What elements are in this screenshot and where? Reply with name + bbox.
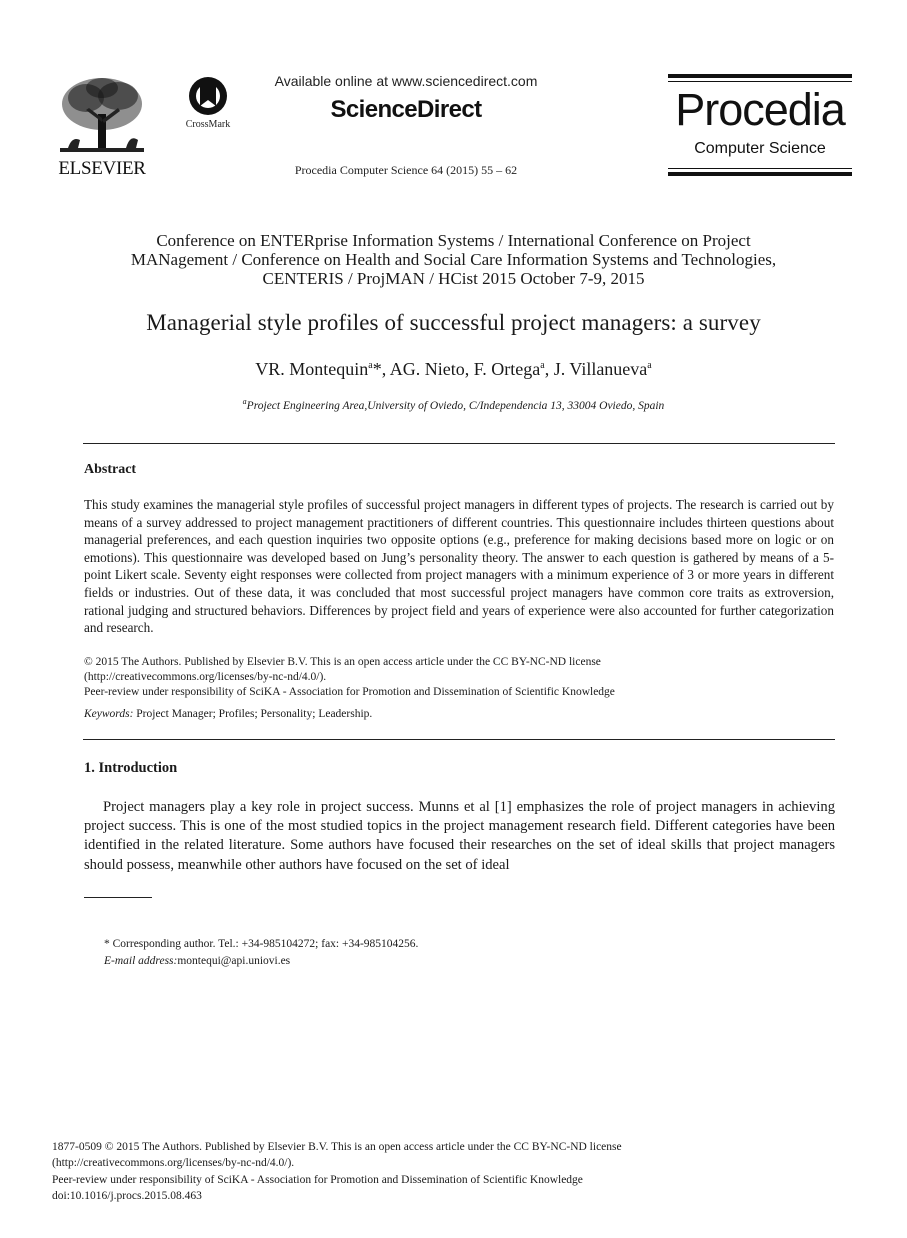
procedia-rule-bottom-thin — [668, 168, 852, 169]
author-affiliation-mark: a — [647, 360, 652, 371]
page-footer — [52, 1139, 852, 1205]
footer-license-link[interactable]: (http://creativecommons.org/licenses/by-nc-nd/4.0/). — [52, 1157, 295, 1170]
abstract-heading: Abstract — [84, 462, 137, 477]
author-separator: , — [544, 359, 554, 379]
copyright-block — [84, 655, 834, 700]
footer-peer-review: Peer-review under responsibility of SciKA - Association for Promotion and Dissemination of Scientific Knowledge — [52, 1173, 583, 1186]
procedia-rule-top — [668, 74, 852, 78]
conference-line-2: MANagement / Conference on Health and Social Care Information Systems and Technologies, — [130, 250, 777, 269]
procedia-title: Procedia — [675, 84, 845, 135]
available-online-text: Available online at www.sciencedirect.com — [274, 73, 538, 89]
author-name: F. Ortega — [473, 359, 541, 379]
author-affiliation-mark: a — [540, 360, 545, 371]
elsevier-logo — [52, 74, 152, 178]
procedia-rule-top-thin — [668, 81, 852, 82]
footer-issn-line: 1877-0509 © 2015 The Authors. Published by Elsevier B.V. This is an open access article under the CC BY-NC-ND license — [52, 1141, 622, 1153]
author-name: VR. Montequin — [255, 359, 369, 379]
section-heading: 1. Introduction — [84, 760, 178, 776]
author-separator: , — [464, 359, 474, 379]
journal-citation: Procedia Computer Science 64 (2015) 55 – 62 — [294, 163, 518, 177]
email-label: E-mail address: — [104, 955, 178, 967]
keywords — [84, 708, 834, 720]
publisher-name: ELSEVIER — [58, 158, 146, 179]
divider — [83, 739, 835, 740]
author-separator: *, — [372, 359, 390, 379]
email-footnote — [104, 955, 290, 967]
license-link[interactable]: (http://creativecommons.org/licenses/by-nc-nd/4.0/). — [84, 671, 327, 683]
footnote-rule — [84, 897, 152, 898]
procedia-logo — [668, 74, 852, 176]
paper-title: Managerial style profiles of successful project managers: a survey — [146, 310, 761, 335]
footer-doi[interactable]: doi:10.1016/j.procs.2015.08.463 — [52, 1190, 202, 1203]
affiliation-text: Project Engineering Area,University of Oviedo, C/Independencia 13, 33004 Oviedo, Spain — [246, 399, 665, 412]
conference-line-3: CENTERIS / ProjMAN / HCist 2015 October 7-9, 2015 — [262, 269, 645, 288]
conference-line-1: Conference on ENTERprise Information Systems / International Conference on Project — [156, 231, 751, 250]
author-name: J. Villanueva — [553, 359, 648, 379]
crossmark-label: CrossMark — [185, 119, 231, 130]
corresponding-author-footnote: * Corresponding author. Tel.: +34-985104272; fax: +34-985104256. — [104, 938, 419, 950]
elsevier-tree-icon — [56, 74, 148, 158]
keywords-list: Project Manager; Profiles; Personality; Leadership. — [133, 708, 373, 720]
abstract-body: This study examines the managerial style profiles of successful project managers in different types of projects. The research is carried out by means of a survey addressed to project management practitioners of different countries. This questionnaire includes thirteen questions about managerial preferences, and each question inquiries two opposite options (e.g., preference for making decisions based more on logic or on emotions). This questionnaire was developed based on Jung’s personality theory. The answer to each question is gathered by means of a 5-point Likert scale. Seventy eight responses were collected from project managers with a minimum experience of 3 or more years in different fields or industries. Out of these data, it was concluded that most successful project managers have common core traits as extroversion, rational judging and structured behaviors. Differences by project field and years of experience were also accounted for further categorization and research. — [84, 497, 834, 636]
peer-review-line: Peer-review under responsibility of SciKA - Association for Promotion and Dissemination of Scientific Knowledge — [84, 686, 615, 698]
email-address[interactable]: montequi@api.uniovi.es — [177, 955, 291, 967]
copyright-line: © 2015 The Authors. Published by Elsevier B.V. This is an open access article under the CC BY-NC-ND license — [84, 656, 601, 668]
introduction-body: Project managers play a key role in project success. Munns et al [1] emphasizes the role of project managers in achieving project success. This is one of the most studied topics in the project management research field. Different categories have been identified in the related literature. Some authors have focused their researches on the set of ideal skills that project managers should possess, meanwhile other authors have focused on the set of ideal — [84, 799, 835, 873]
procedia-subtitle: Computer Science — [694, 140, 826, 157]
keywords-label: Keywords: — [84, 708, 134, 720]
affiliation — [100, 397, 807, 412]
affiliation-mark: a — [242, 397, 247, 406]
divider — [83, 443, 835, 444]
sciencedirect-logo: ScienceDirect — [330, 96, 482, 123]
author-name: AG. Nieto — [389, 359, 465, 379]
author-list — [100, 359, 807, 380]
author-affiliation-mark: a — [368, 360, 373, 371]
procedia-rule-bottom — [668, 172, 852, 176]
